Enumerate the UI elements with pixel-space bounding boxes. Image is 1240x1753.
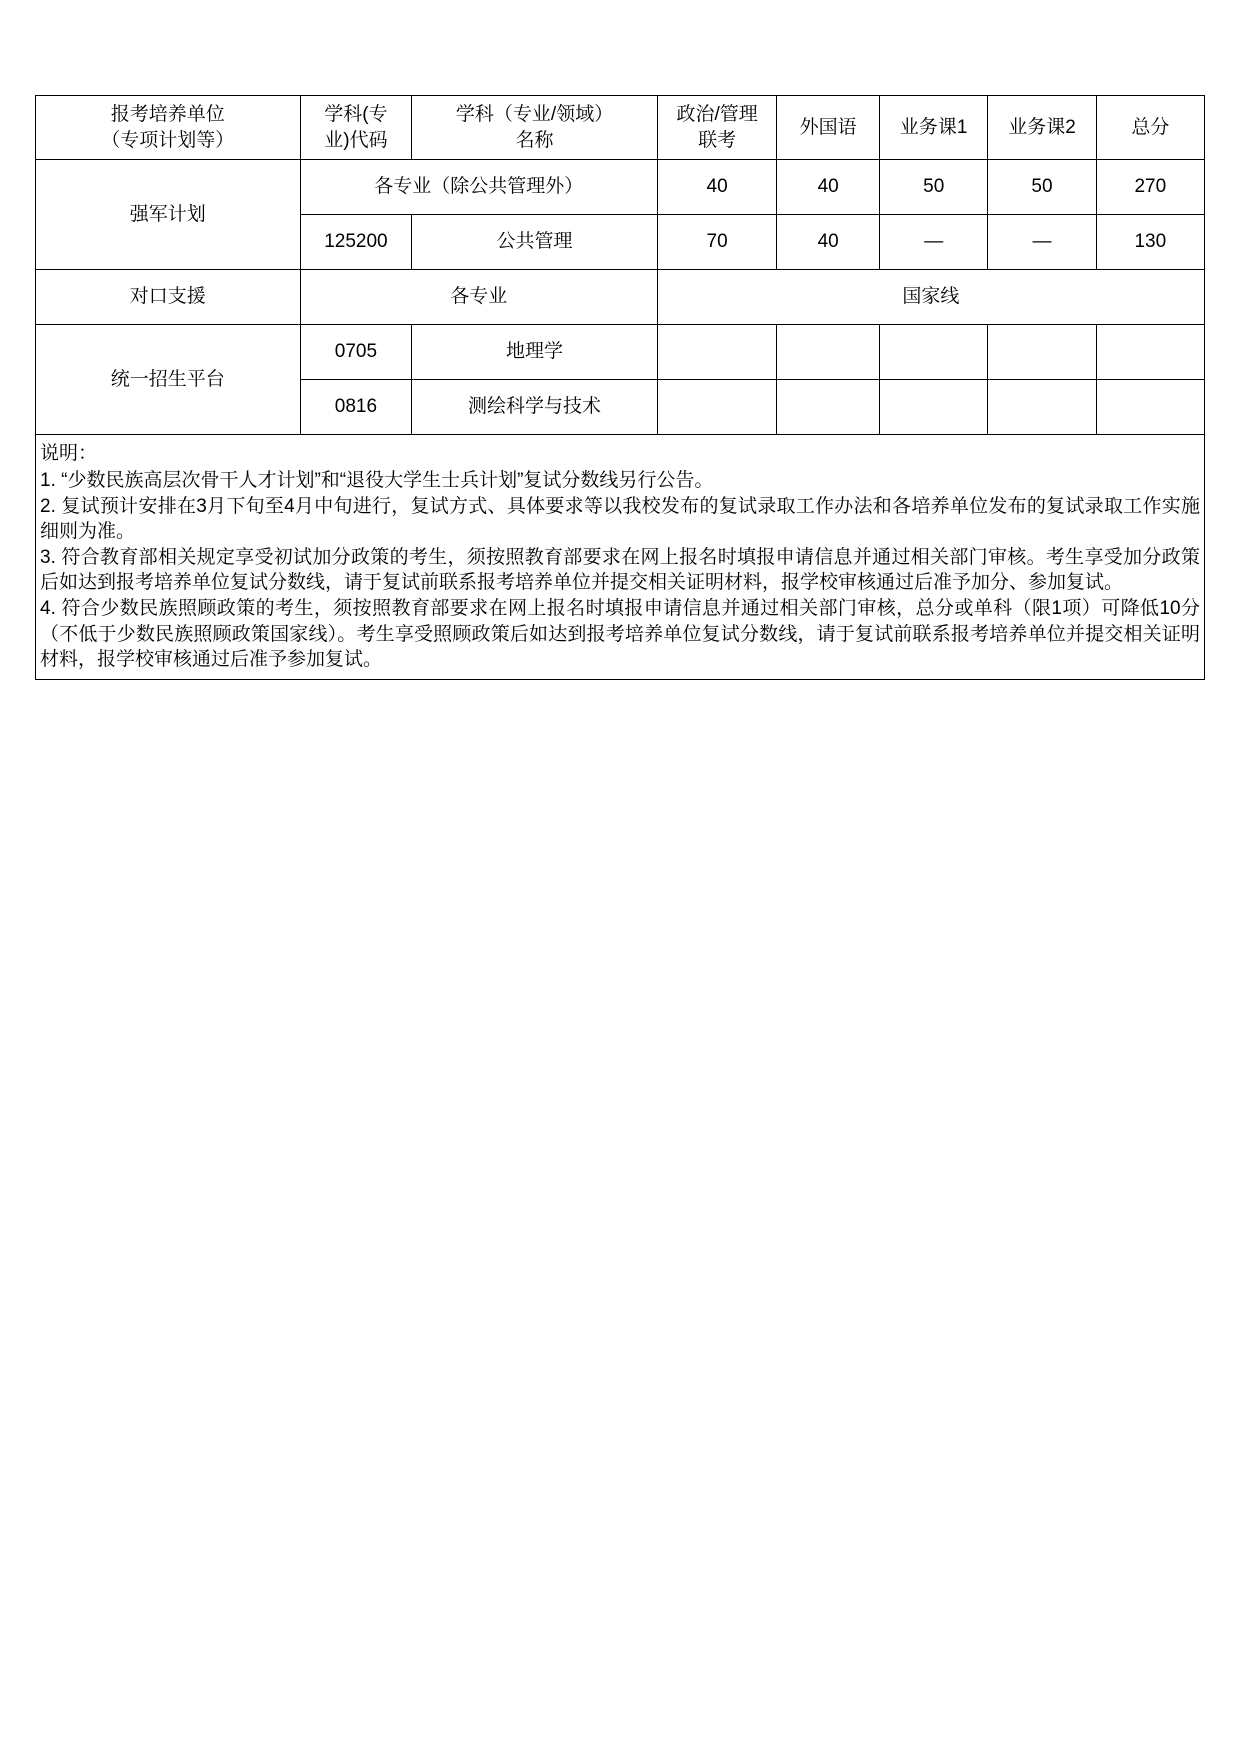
cell-politics <box>657 325 776 380</box>
header-cell-foreign: 外国语 <box>777 96 880 160</box>
notes-block <box>36 435 1205 680</box>
cell-code: 125200 <box>300 215 412 270</box>
cell-unit-duikou: 对口支援 <box>36 270 301 325</box>
header-politics-line2: 联考 <box>698 129 737 151</box>
cell-biz2 <box>988 325 1096 380</box>
table-row <box>36 270 1205 325</box>
cell-total: 270 <box>1096 160 1204 215</box>
header-code-line1: 学科(专 <box>324 104 388 125</box>
header-cell-total: 总分 <box>1096 96 1204 160</box>
header-code-line2: 业)代码 <box>324 129 388 151</box>
cell-biz1 <box>880 380 988 435</box>
cell-biz2 <box>988 380 1096 435</box>
cell-biz1: 50 <box>880 160 988 215</box>
cell-unit-qiangjun: 强军计划 <box>36 160 301 270</box>
note-item-4: 4. 符合少数民族照顾政策的考生，须按照教育部要求在网上报名时填报申请信息并通过相关部门审核，总分或单科（限1项）可降低10分（不低于少数民族照顾政策国家线）。考生享受照顾政策后如达到报考培养单位复试分数线，请于复试前联系报考培养单位并提交相关证明材料，报学校审核通过后准予参加复试。 <box>40 598 1200 671</box>
header-unit-line2: （专项计划等） <box>101 129 235 151</box>
cell-national-line: 国家线 <box>657 270 1204 325</box>
note-item-2: 2. 复试预计安排在3月下旬至4月中旬进行，复试方式、具体要求等以我校发布的复试录取工作办法和各培养单位发布的复试录取工作实施细则为准。 <box>40 495 1200 543</box>
header-cell-name <box>412 96 658 160</box>
cell-foreign: 40 <box>777 160 880 215</box>
cell-name: 地理学 <box>412 325 658 380</box>
table-row <box>36 160 1205 215</box>
header-cell-code <box>300 96 412 160</box>
cell-foreign <box>777 380 880 435</box>
cell-name-all-majors: 各专业（除公共管理外） <box>300 160 657 215</box>
header-name-line1: 学科（专业/领域） <box>455 104 614 125</box>
cell-biz2: — <box>988 215 1096 270</box>
header-politics-line1: 政治/管理 <box>676 104 758 125</box>
cell-total: 130 <box>1096 215 1204 270</box>
note-item-3: 3. 符合教育部相关规定享受初试加分政策的考生，须按照教育部要求在网上报名时填报申请信息并通过相关部门审核。考生享受加分政策后如达到报考培养单位复试分数线，请于复试前联系报考培养单位并提交相关证明材料，报学校审核通过后准予加分、参加复试。 <box>40 546 1200 594</box>
header-cell-politics <box>657 96 776 160</box>
header-name-line2: 名称 <box>515 129 554 151</box>
cell-total <box>1096 380 1204 435</box>
cell-politics: 40 <box>657 160 776 215</box>
cell-politics: 70 <box>657 215 776 270</box>
cell-foreign <box>777 325 880 380</box>
table-row <box>36 325 1205 380</box>
cell-biz1: — <box>880 215 988 270</box>
header-cell-unit <box>36 96 301 160</box>
cell-politics <box>657 380 776 435</box>
cell-total <box>1096 325 1204 380</box>
cell-biz1 <box>880 325 988 380</box>
header-unit-line1: 报考培养单位 <box>110 104 225 125</box>
cell-code: 0816 <box>300 380 412 435</box>
cell-code: 0705 <box>300 325 412 380</box>
cell-name: 测绘科学与技术 <box>412 380 658 435</box>
header-cell-biz1: 业务课1 <box>880 96 988 160</box>
cell-foreign: 40 <box>777 215 880 270</box>
header-cell-biz2: 业务课2 <box>988 96 1096 160</box>
notes-row <box>36 435 1205 680</box>
notes-title: 说明： <box>40 443 98 465</box>
cell-unit-tongyi: 统一招生平台 <box>36 325 301 435</box>
table-header-row <box>36 96 1205 160</box>
cell-name: 公共管理 <box>412 215 658 270</box>
cell-name-all-majors: 各专业 <box>300 270 657 325</box>
note-item-1: 1. “少数民族高层次骨干人才计划”和“退役大学生士兵计划”复试分数线另行公告。 <box>40 469 714 491</box>
admission-score-table <box>35 95 1205 680</box>
cell-biz2: 50 <box>988 160 1096 215</box>
